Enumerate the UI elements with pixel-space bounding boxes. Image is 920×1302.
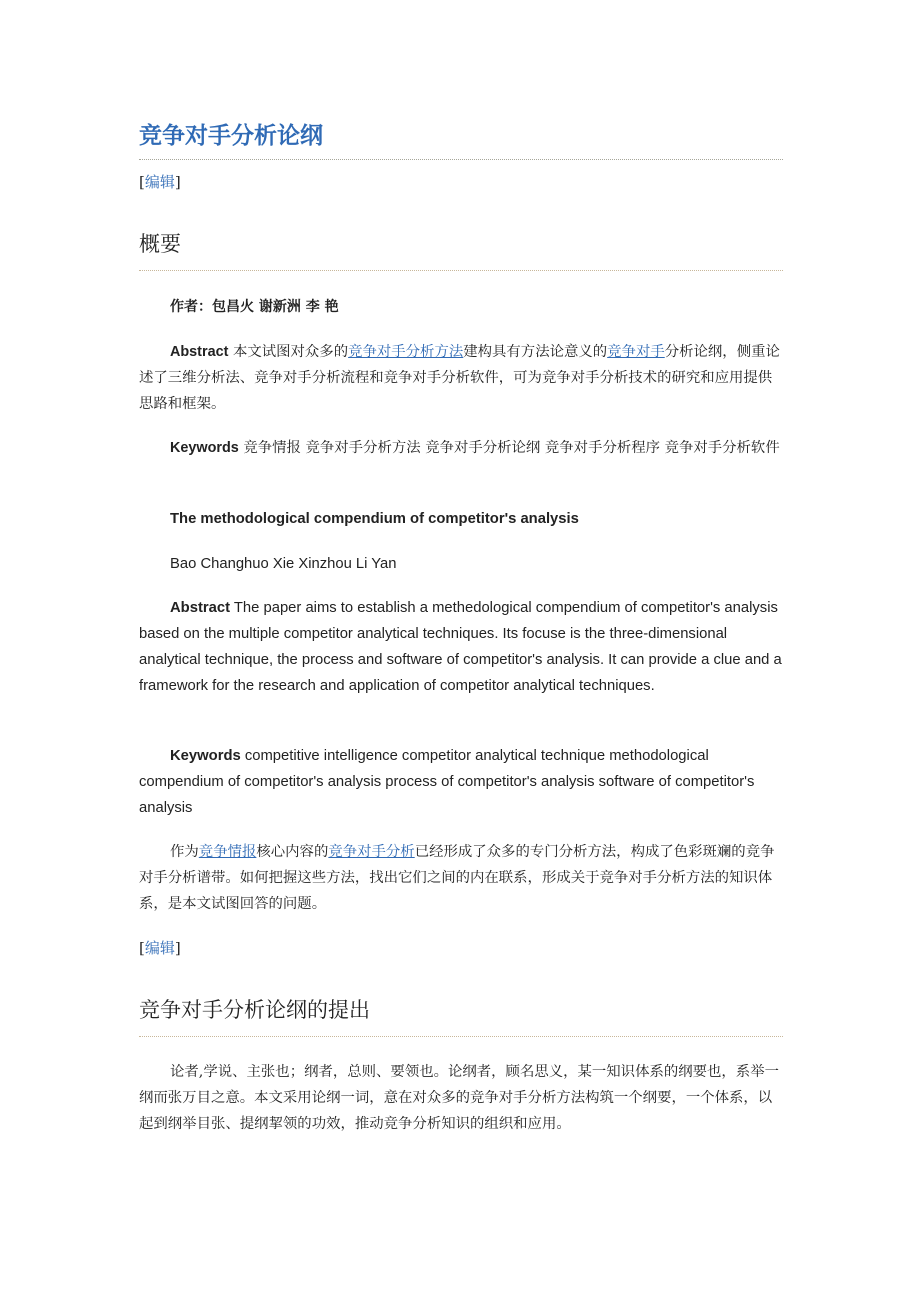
keywords-cn [139,435,783,461]
intro-paragraph [139,839,783,917]
link-competitor-analysis-methods[interactable]: 竞争对手分析方法 [348,344,464,360]
keywords-cn-text: 竞争情报 竞争对手分析方法 竞争对手分析论纲 竞争对手分析程序 竞争对手分析软件 [238,440,780,456]
edit-link-1 [139,172,181,192]
edit-button[interactable]: 编辑 [144,939,175,957]
edit-button[interactable]: 编辑 [144,173,175,191]
page-title: 竞争对手分析论纲 [139,122,323,149]
abstract-en-label: Abstract [170,600,231,616]
overview-divider [139,270,783,271]
intro-text-2: 核心内容的 [256,844,329,860]
proposal-heading: 竞争对手分析论纲的提出 [139,998,370,1022]
title-divider [139,159,783,160]
abstract-en [139,595,783,699]
intro-text-1: 作为 [170,844,199,860]
intro-text-3: 已经形成了众多的专门分析方法，构成了色彩斑斓的竞争对手分析谱带。如何把握这些方法，找出它们之间的内在联系，形成关于竞争对手分析方法的知识体系，是本文试图回答的问题。 [139,844,775,912]
abstract-cn-label: Abstract [170,344,229,360]
abstract-cn [139,339,783,417]
keywords-en-label: Keywords [170,748,241,764]
abstract-cn-text-2: 建构具有方法论意义的 [463,344,608,360]
edit-bracket-open: [ [139,939,145,957]
abstract-cn-text-1: 本文试图对众多的 [228,344,349,360]
edit-bracket-close: ] [174,173,181,191]
english-title: The methodological compendium of competitor's analysis [170,511,579,527]
keywords-en-text: competitive intelligence competitor analytical technique methodological compendium of competitor's analysis process of competitor's analysis software of competitor's analysis [139,748,755,816]
abstract-cn-text-3: 分析论纲，侧重论述了三维分析法、竞争对手分析流程和竞争对手分析软件，可为竞争对手分析技术的研究和应用提供思路和框架。 [139,344,780,412]
link-competitive-intelligence[interactable]: 竞争情报 [198,844,257,860]
authors-cn: 作者：包昌火 谢新洲 李 艳 [170,299,339,315]
abstract-en-text: The paper aims to establish a methedological compendium of competitor's analysis based on the multiple competitor analytical techniques. Its focuse is the three-dimensional analytical technique, the process and software of competitor's analysis. It can provide a clue and a framework for the research and application of competitor analytical techniques. [139,600,782,694]
edit-bracket-close: ] [174,939,181,957]
keywords-cn-label: Keywords [170,440,239,456]
english-authors: Bao Changhuo Xie Xinzhou Li Yan [170,556,397,572]
keywords-en [139,743,783,821]
edit-link-2 [139,938,181,958]
overview-heading: 概要 [139,232,181,256]
link-competitor-analysis[interactable]: 竞争对手分析 [328,844,415,860]
link-competitor[interactable]: 竞争对手 [607,344,665,360]
edit-bracket-open: [ [139,173,145,191]
proposal-paragraph: 论者,学说、主张也；纲者，总则、要领也。论纲者，顾名思义，某一知识体系的纲要也，系举一纲而张万目之意。本文采用论纲一词，意在对众多的竞争对手分析方法构筑一个纲要，一个体系，以起到纲举目张、提纲挈领的功效，推动竞争分析知识的组织和应用。 [139,1064,779,1132]
proposal-divider [139,1036,783,1037]
